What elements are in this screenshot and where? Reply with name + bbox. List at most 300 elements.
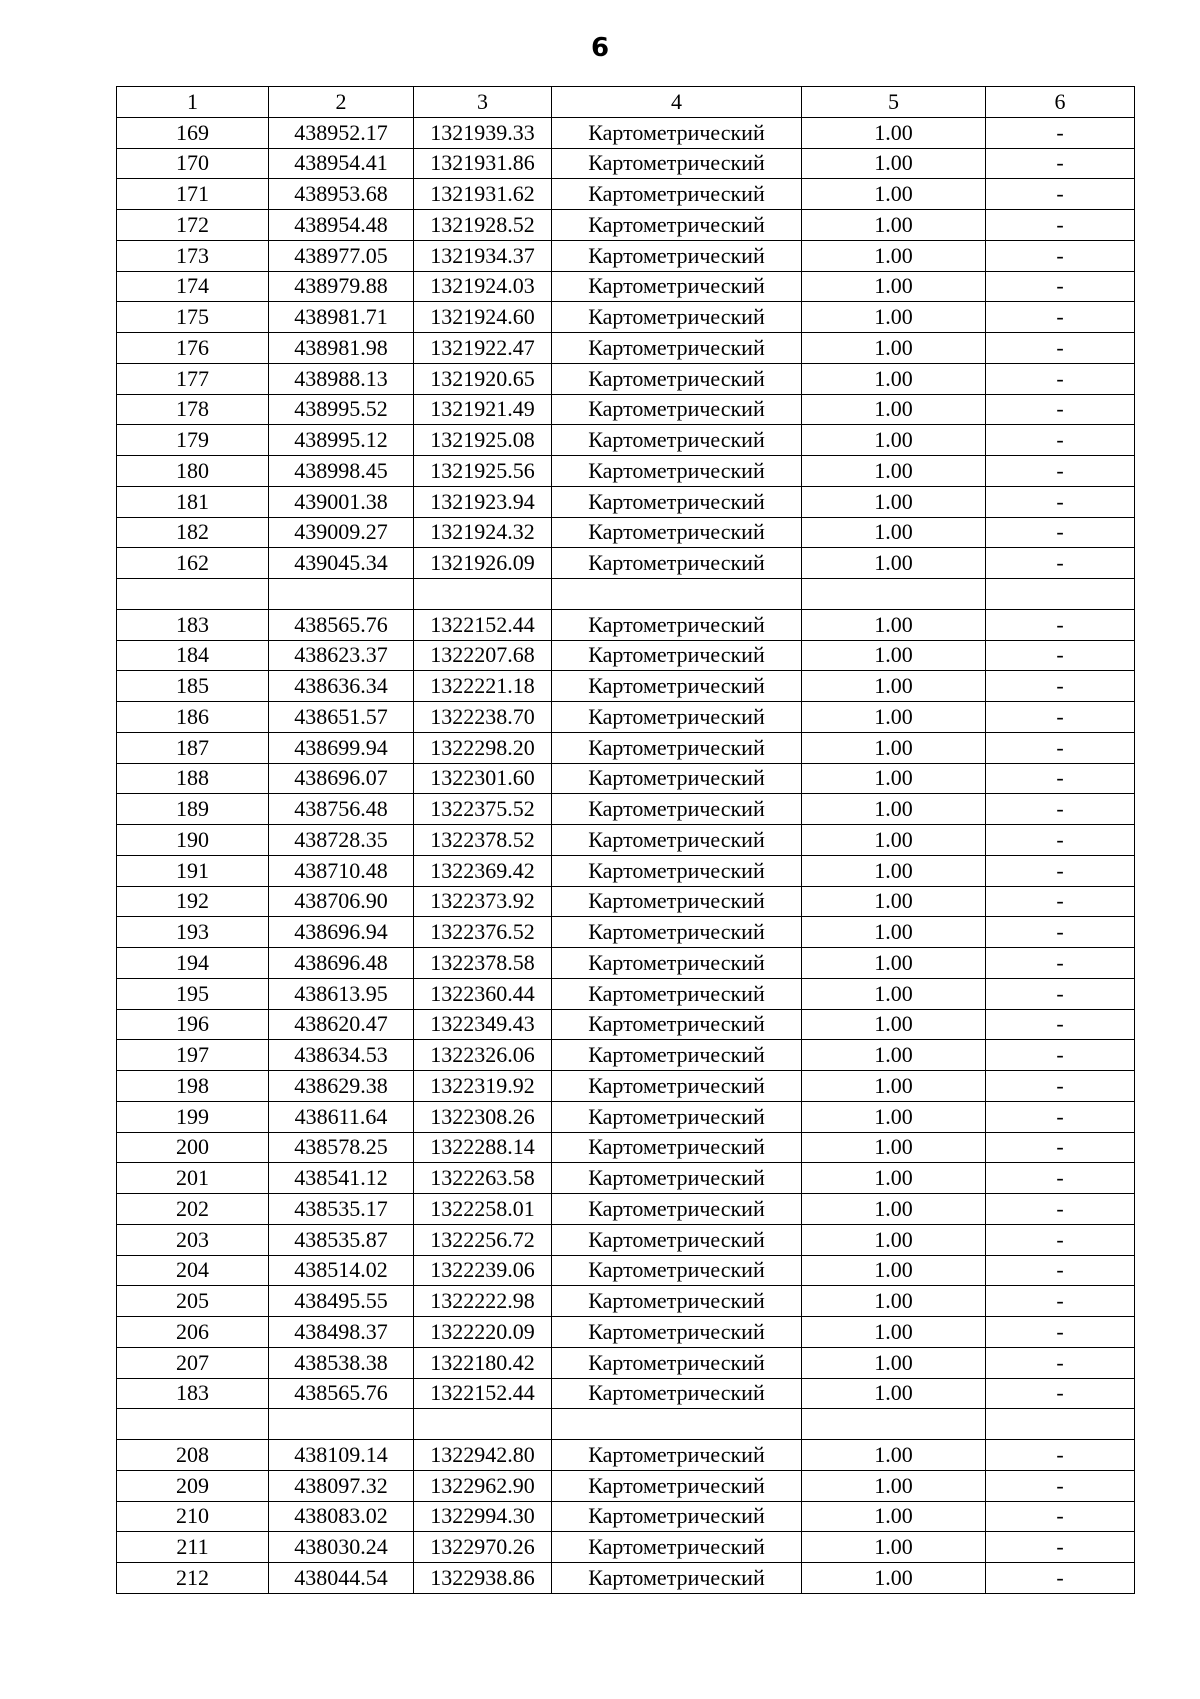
table-cell: 1.00: [802, 1255, 986, 1286]
table-cell: 1321924.03: [414, 271, 552, 302]
table-cell: 1.00: [802, 179, 986, 210]
table-cell: 438535.17: [269, 1194, 414, 1225]
table-cell: 1322222.98: [414, 1286, 552, 1317]
table-cell: 1322375.52: [414, 794, 552, 825]
table-cell: 181: [117, 486, 269, 517]
table-row: [117, 425, 1135, 456]
table-cell: 174: [117, 271, 269, 302]
table-cell: Картометрический: [552, 763, 802, 794]
table-cell: Картометрический: [552, 240, 802, 271]
table-cell: 438706.90: [269, 886, 414, 917]
table-row: [117, 579, 1135, 610]
table-cell: Картометрический: [552, 1440, 802, 1471]
table-cell: -: [986, 609, 1135, 640]
table-cell: 189: [117, 794, 269, 825]
table-row: [117, 363, 1135, 394]
table-cell: -: [986, 1286, 1135, 1317]
table-cell: 1322220.09: [414, 1317, 552, 1348]
table-cell: -: [986, 1501, 1135, 1532]
header-cell: 3: [414, 87, 552, 118]
table-cell: 438097.32: [269, 1470, 414, 1501]
table-cell: 1321934.37: [414, 240, 552, 271]
table-row: [117, 917, 1135, 948]
table-cell: 186: [117, 702, 269, 733]
table-cell: 211: [117, 1532, 269, 1563]
table-cell: Картометрический: [552, 732, 802, 763]
table-cell: 438578.25: [269, 1132, 414, 1163]
table-cell: 438495.55: [269, 1286, 414, 1317]
table-cell: Картометрический: [552, 1470, 802, 1501]
table-cell: 1.00: [802, 456, 986, 487]
table-cell: 438514.02: [269, 1255, 414, 1286]
table-cell: -: [986, 1040, 1135, 1071]
table-cell: 185: [117, 671, 269, 702]
table-cell: 1.00: [802, 302, 986, 333]
table-cell: 1322152.44: [414, 1378, 552, 1409]
table-row: [117, 1286, 1135, 1317]
table-cell: 1.00: [802, 978, 986, 1009]
table-cell: 178: [117, 394, 269, 425]
table-row: [117, 394, 1135, 425]
table-cell: 179: [117, 425, 269, 456]
table-row: [117, 825, 1135, 856]
table-cell: 1.00: [802, 271, 986, 302]
table-cell: -: [986, 1009, 1135, 1040]
table-cell: -: [986, 702, 1135, 733]
table-cell: -: [986, 548, 1135, 579]
table-cell: 200: [117, 1132, 269, 1163]
table-cell: Картометрический: [552, 825, 802, 856]
table-cell: Картометрический: [552, 517, 802, 548]
table-cell: 1.00: [802, 640, 986, 671]
table-cell: 1.00: [802, 1224, 986, 1255]
table-cell: Картометрический: [552, 640, 802, 671]
table-cell: 439045.34: [269, 548, 414, 579]
table-cell: -: [986, 1224, 1135, 1255]
table-cell: 1.00: [802, 609, 986, 640]
table-cell: 209: [117, 1470, 269, 1501]
table-cell: 1.00: [802, 1194, 986, 1225]
table-cell: Картометрический: [552, 1255, 802, 1286]
table-row: [117, 671, 1135, 702]
table-cell: 438611.64: [269, 1101, 414, 1132]
table-cell: 1322970.26: [414, 1532, 552, 1563]
header-cell: 4: [552, 87, 802, 118]
table-cell: 438995.12: [269, 425, 414, 456]
table-cell: 1.00: [802, 486, 986, 517]
table-row: [117, 1378, 1135, 1409]
table-row: [117, 210, 1135, 241]
table-cell: 1322308.26: [414, 1101, 552, 1132]
table-cell: 180: [117, 456, 269, 487]
table-cell: 1.00: [802, 671, 986, 702]
table-cell: Картометрический: [552, 1101, 802, 1132]
table-row: [117, 1009, 1135, 1040]
table-cell: Картометрический: [552, 1286, 802, 1317]
table-cell: 1.00: [802, 1501, 986, 1532]
table-row: [117, 548, 1135, 579]
table-cell: -: [986, 1347, 1135, 1378]
table-cell: 1.00: [802, 517, 986, 548]
table-cell: 172: [117, 210, 269, 241]
header-cell: 1: [117, 87, 269, 118]
table-cell: 201: [117, 1163, 269, 1194]
table-cell: 1.00: [802, 240, 986, 271]
table-cell: -: [986, 1132, 1135, 1163]
table-cell: [269, 579, 414, 610]
table-cell: -: [986, 240, 1135, 271]
table-cell: 438498.37: [269, 1317, 414, 1348]
table-cell: 1.00: [802, 1470, 986, 1501]
table-cell: -: [986, 517, 1135, 548]
table-cell: -: [986, 363, 1135, 394]
table-cell: Картометрический: [552, 210, 802, 241]
table-cell: 1322369.42: [414, 855, 552, 886]
table-cell: 206: [117, 1317, 269, 1348]
table-row: [117, 1532, 1135, 1563]
table-row: [117, 148, 1135, 179]
table-cell: 188: [117, 763, 269, 794]
table-cell: Картометрический: [552, 1071, 802, 1102]
table-cell: 202: [117, 1194, 269, 1225]
table-row: [117, 1194, 1135, 1225]
table-cell: 1.00: [802, 394, 986, 425]
table-cell: Картометрический: [552, 1040, 802, 1071]
table-cell: 439009.27: [269, 517, 414, 548]
table-cell: 439001.38: [269, 486, 414, 517]
table-cell: 1321922.47: [414, 333, 552, 364]
table-cell: 1321931.86: [414, 148, 552, 179]
table-cell: 187: [117, 732, 269, 763]
table-cell: 1322376.52: [414, 917, 552, 948]
table-cell: 1322962.90: [414, 1470, 552, 1501]
table-cell: 438634.53: [269, 1040, 414, 1071]
table-cell: -: [986, 1101, 1135, 1132]
table-cell: Картометрический: [552, 1378, 802, 1409]
table-cell: Картометрический: [552, 1009, 802, 1040]
table-cell: 1.00: [802, 1286, 986, 1317]
table-cell: 438623.37: [269, 640, 414, 671]
table-cell: 1322319.92: [414, 1071, 552, 1102]
table-row: [117, 855, 1135, 886]
table-cell: -: [986, 825, 1135, 856]
table-cell: 1321925.56: [414, 456, 552, 487]
table-cell: -: [986, 1563, 1135, 1594]
table-cell: Картометрический: [552, 117, 802, 148]
table-cell: 1.00: [802, 210, 986, 241]
table-cell: Картометрический: [552, 917, 802, 948]
table-cell: 193: [117, 917, 269, 948]
table-cell: 1322180.42: [414, 1347, 552, 1378]
table-cell: 1.00: [802, 1347, 986, 1378]
table-cell: 438952.17: [269, 117, 414, 148]
table-cell: Картометрический: [552, 671, 802, 702]
table-cell: 204: [117, 1255, 269, 1286]
table-cell: -: [986, 394, 1135, 425]
table-cell: 1.00: [802, 794, 986, 825]
table-row: [117, 886, 1135, 917]
table-cell: -: [986, 1071, 1135, 1102]
table-cell: Картометрический: [552, 302, 802, 333]
table-cell: -: [986, 210, 1135, 241]
table-cell: -: [986, 456, 1135, 487]
table-cell: -: [986, 333, 1135, 364]
table-cell: 1322207.68: [414, 640, 552, 671]
table-cell: 1322326.06: [414, 1040, 552, 1071]
table-row: [117, 1255, 1135, 1286]
table-cell: Картометрический: [552, 1194, 802, 1225]
table-cell: 438699.94: [269, 732, 414, 763]
table-row: [117, 1347, 1135, 1378]
table-cell: 438728.35: [269, 825, 414, 856]
table-row: [117, 486, 1135, 517]
table-cell: -: [986, 978, 1135, 1009]
table-cell: -: [986, 917, 1135, 948]
table-cell: 438995.52: [269, 394, 414, 425]
table-row: [117, 1470, 1135, 1501]
table-cell: [552, 1409, 802, 1440]
table-cell: Картометрический: [552, 425, 802, 456]
table-cell: 1.00: [802, 363, 986, 394]
table-cell: 1.00: [802, 117, 986, 148]
table-cell: 1322298.20: [414, 732, 552, 763]
table-cell: 1.00: [802, 1071, 986, 1102]
table-cell: -: [986, 302, 1135, 333]
table-cell: 1.00: [802, 1101, 986, 1132]
table-cell: 1322221.18: [414, 671, 552, 702]
header-row: [117, 87, 1135, 118]
table-cell: 199: [117, 1101, 269, 1132]
table-cell: Картометрический: [552, 271, 802, 302]
table-cell: 1322938.86: [414, 1563, 552, 1594]
table-cell: 1.00: [802, 1040, 986, 1071]
table-cell: Картометрический: [552, 794, 802, 825]
table-cell: [986, 1409, 1135, 1440]
table-cell: 162: [117, 548, 269, 579]
table-row: [117, 456, 1135, 487]
table-row: [117, 1040, 1135, 1071]
table-cell: 438620.47: [269, 1009, 414, 1040]
table-cell: 1322263.58: [414, 1163, 552, 1194]
table-cell: Картометрический: [552, 978, 802, 1009]
page-number: 6: [590, 33, 610, 63]
table-cell: 438977.05: [269, 240, 414, 271]
table-cell: -: [986, 1163, 1135, 1194]
table-cell: 1.00: [802, 148, 986, 179]
table-cell: 438981.71: [269, 302, 414, 333]
table-cell: Картометрический: [552, 179, 802, 210]
table-cell: 184: [117, 640, 269, 671]
table-cell: 190: [117, 825, 269, 856]
table-cell: 438696.94: [269, 917, 414, 948]
table-cell: Картометрический: [552, 1224, 802, 1255]
table-cell: -: [986, 763, 1135, 794]
table-cell: -: [986, 425, 1135, 456]
table-cell: 1321924.60: [414, 302, 552, 333]
table-cell: 176: [117, 333, 269, 364]
table-cell: Картометрический: [552, 1532, 802, 1563]
table-cell: 210: [117, 1501, 269, 1532]
table-cell: -: [986, 886, 1135, 917]
table-cell: -: [986, 855, 1135, 886]
table-cell: 195: [117, 978, 269, 1009]
table-cell: [269, 1409, 414, 1440]
table-cell: 438981.98: [269, 333, 414, 364]
table-cell: 438710.48: [269, 855, 414, 886]
table-cell: 438954.41: [269, 148, 414, 179]
table-cell: 173: [117, 240, 269, 271]
table-cell: 1321924.32: [414, 517, 552, 548]
table-cell: 1.00: [802, 1532, 986, 1563]
table-cell: 1322942.80: [414, 1440, 552, 1471]
table-cell: -: [986, 640, 1135, 671]
table-cell: 1322378.58: [414, 948, 552, 979]
table-cell: 1322238.70: [414, 702, 552, 733]
table-cell: 1.00: [802, 333, 986, 364]
header-cell: 6: [986, 87, 1135, 118]
table-cell: 1.00: [802, 732, 986, 763]
table-cell: 1.00: [802, 702, 986, 733]
table-row: [117, 117, 1135, 148]
table-cell: 208: [117, 1440, 269, 1471]
table-cell: Картометрический: [552, 548, 802, 579]
table-cell: 183: [117, 609, 269, 640]
table-row: [117, 794, 1135, 825]
table-cell: 1.00: [802, 763, 986, 794]
table-cell: 438565.76: [269, 1378, 414, 1409]
table-cell: -: [986, 1532, 1135, 1563]
table-cell: 175: [117, 302, 269, 333]
table-cell: -: [986, 1255, 1135, 1286]
table-row: [117, 978, 1135, 1009]
table-cell: 1.00: [802, 1440, 986, 1471]
header-cell: 5: [802, 87, 986, 118]
table-row: [117, 240, 1135, 271]
table-cell: [117, 1409, 269, 1440]
table-cell: [117, 579, 269, 610]
table-row: [117, 948, 1135, 979]
table-body: [117, 117, 1135, 1593]
table-cell: 438613.95: [269, 978, 414, 1009]
table-cell: 1.00: [802, 1132, 986, 1163]
table-cell: 438044.54: [269, 1563, 414, 1594]
table-cell: -: [986, 179, 1135, 210]
table-cell: 1.00: [802, 1009, 986, 1040]
table-row: [117, 271, 1135, 302]
table-cell: 1322256.72: [414, 1224, 552, 1255]
table-cell: 1322258.01: [414, 1194, 552, 1225]
table-cell: Картометрический: [552, 363, 802, 394]
table-cell: [802, 579, 986, 610]
table-cell: [802, 1409, 986, 1440]
table-cell: Картометрический: [552, 333, 802, 364]
table-cell: 205: [117, 1286, 269, 1317]
table-cell: Картометрический: [552, 1347, 802, 1378]
table-cell: -: [986, 271, 1135, 302]
table-cell: 1321925.08: [414, 425, 552, 456]
table-cell: -: [986, 148, 1135, 179]
table-cell: 1322288.14: [414, 1132, 552, 1163]
table-cell: 194: [117, 948, 269, 979]
table-cell: 1.00: [802, 1563, 986, 1594]
table-cell: 1322301.60: [414, 763, 552, 794]
table-row: [117, 1317, 1135, 1348]
table-cell: 1322994.30: [414, 1501, 552, 1532]
table-row: [117, 333, 1135, 364]
table-cell: 1.00: [802, 886, 986, 917]
table-cell: 438954.48: [269, 210, 414, 241]
table-row: [117, 1101, 1135, 1132]
table-cell: -: [986, 671, 1135, 702]
table-cell: 1321921.49: [414, 394, 552, 425]
table-cell: 169: [117, 117, 269, 148]
table-cell: [414, 579, 552, 610]
table-cell: Картометрический: [552, 486, 802, 517]
table-cell: 1322239.06: [414, 1255, 552, 1286]
table-cell: 1322349.43: [414, 1009, 552, 1040]
table-row: [117, 1163, 1135, 1194]
table-cell: -: [986, 1440, 1135, 1471]
table-cell: 1321928.52: [414, 210, 552, 241]
table-cell: [986, 579, 1135, 610]
table-cell: 192: [117, 886, 269, 917]
table-cell: 438030.24: [269, 1532, 414, 1563]
table-cell: Картометрический: [552, 1132, 802, 1163]
table-cell: 1.00: [802, 855, 986, 886]
table-cell: 438953.68: [269, 179, 414, 210]
table-cell: -: [986, 794, 1135, 825]
table-cell: Картометрический: [552, 886, 802, 917]
header-cell: 2: [269, 87, 414, 118]
table-cell: Картометрический: [552, 1501, 802, 1532]
table-cell: 438696.48: [269, 948, 414, 979]
table-cell: Картометрический: [552, 394, 802, 425]
table-cell: 203: [117, 1224, 269, 1255]
table-cell: -: [986, 1317, 1135, 1348]
table-row: [117, 302, 1135, 333]
table-cell: 1.00: [802, 548, 986, 579]
table-row: [117, 517, 1135, 548]
table-header: [117, 87, 1135, 118]
table-row: [117, 1409, 1135, 1440]
table-cell: Картометрический: [552, 609, 802, 640]
table-row: [117, 640, 1135, 671]
table-cell: 438535.87: [269, 1224, 414, 1255]
table-cell: 177: [117, 363, 269, 394]
table-cell: -: [986, 948, 1135, 979]
table-row: [117, 1132, 1135, 1163]
table-cell: Картометрический: [552, 948, 802, 979]
table-cell: Картометрический: [552, 1163, 802, 1194]
table-cell: -: [986, 117, 1135, 148]
table-cell: Картометрический: [552, 1563, 802, 1594]
table-cell: 438651.57: [269, 702, 414, 733]
table-cell: Картометрический: [552, 456, 802, 487]
table-cell: 170: [117, 148, 269, 179]
table-cell: 171: [117, 179, 269, 210]
table-cell: 1322378.52: [414, 825, 552, 856]
table-cell: 438109.14: [269, 1440, 414, 1471]
table-cell: 1321920.65: [414, 363, 552, 394]
table-cell: Картометрический: [552, 148, 802, 179]
table-cell: [414, 1409, 552, 1440]
table-cell: 191: [117, 855, 269, 886]
table-cell: 1.00: [802, 1163, 986, 1194]
table-cell: 197: [117, 1040, 269, 1071]
table-cell: 1321939.33: [414, 117, 552, 148]
table-cell: Картометрический: [552, 855, 802, 886]
table-row: [117, 763, 1135, 794]
